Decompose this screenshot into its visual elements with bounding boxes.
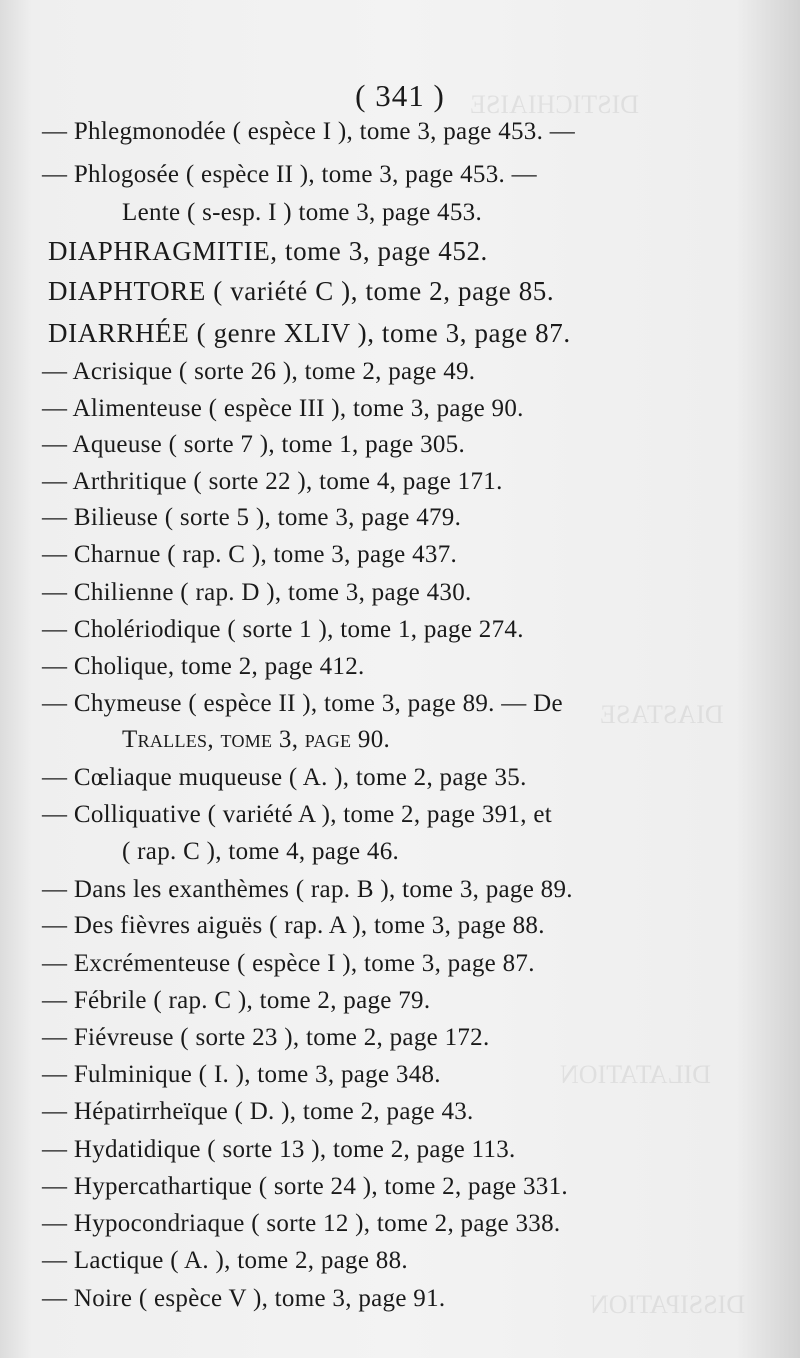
entry-line: — Chymeuse ( espèce II ), tome 3, page 89. — De	[42, 690, 563, 717]
entry-line: — Bilieuse ( sorte 5 ), tome 3, page 479.	[42, 504, 462, 531]
bleed-through-text: DILATATION	[560, 1060, 711, 1089]
entry-line: — Hypocondriaque ( sorte 12 ), tome 2, page 338.	[42, 1210, 561, 1237]
entry-line: — Fulminique ( I. ), tome 3, page 348.	[42, 1061, 441, 1088]
entry-line: — Dans les exanthèmes ( rap. B ), tome 3, page 89.	[42, 876, 573, 903]
entry-line: — Phlegmonodée ( espèce I ), tome 3, page 453. —	[42, 118, 576, 145]
entry-line: — Arthritique ( sorte 22 ), tome 4, page 171.	[42, 468, 503, 495]
entry-line: ( rap. C ), tome 4, page 46.	[122, 838, 400, 865]
entry-line: — Excrémenteuse ( espèce I ), tome 3, page 87.	[42, 950, 535, 977]
entry-line: Tralles, tome 3, page 90.	[122, 726, 391, 753]
entry-line: — Alimenteuse ( espèce III ), tome 3, page 90.	[42, 395, 524, 422]
entry-line: — Hydatidique ( sorte 13 ), tome 2, page 113.	[42, 1136, 516, 1163]
entry-line: — Acrisique ( sorte 26 ), tome 2, page 49.	[42, 358, 476, 385]
bleed-through-text: DIASTASE	[600, 700, 724, 729]
entry-line: — Fiévreuse ( sorte 23 ), tome 2, page 172.	[42, 1024, 490, 1051]
entry-heading: DIARRHÉE ( genre XLIV ), tome 3, page 87.	[48, 318, 571, 348]
entry-heading: DIAPHRAGMITIE, tome 3, page 452.	[48, 236, 488, 266]
entry-line: — Fébrile ( rap. C ), tome 2, page 79.	[42, 987, 431, 1014]
entry-line: — Cœliaque muqueuse ( A. ), tome 2, page 35.	[42, 764, 527, 791]
entry-line: — Phlogosée ( espèce II ), tome 3, page 453. —	[42, 161, 537, 188]
entry-line: — Hypercathartique ( sorte 24 ), tome 2, page 331.	[42, 1173, 568, 1200]
entry-line: — Des fièvres aiguës ( rap. A ), tome 3, page 88.	[42, 912, 545, 939]
entry-line: — Cholique, tome 2, page 412.	[42, 653, 365, 680]
entry-heading: DIAPHTORE ( variété C ), tome 2, page 85.	[48, 276, 555, 306]
bleed-through-text: DISSIPATION	[590, 1290, 746, 1319]
bleed-through-text: DISTICHIAISE	[470, 90, 639, 119]
page-number: ( 341 )	[355, 78, 445, 113]
entry-line: — Chilienne ( rap. D ), tome 3, page 430.	[42, 579, 472, 606]
entry-line: Lente ( s-esp. I ) tome 3, page 453.	[122, 199, 482, 226]
entry-line: — Charnue ( rap. C ), tome 3, page 437.	[42, 541, 458, 568]
entry-line: — Noire ( espèce V ), tome 3, page 91.	[42, 1285, 446, 1312]
entry-line: — Lactique ( A. ), tome 2, page 88.	[42, 1247, 408, 1274]
entry-line: — Hépatirrheïque ( D. ), tome 2, page 43.	[42, 1098, 474, 1125]
entry-line: — Colliquative ( variété A ), tome 2, page 391, et	[42, 801, 553, 828]
entry-line: — Aqueuse ( sorte 7 ), tome 1, page 305.	[42, 431, 466, 458]
entry-line: — Cholériodique ( sorte 1 ), tome 1, page 274.	[42, 616, 524, 643]
